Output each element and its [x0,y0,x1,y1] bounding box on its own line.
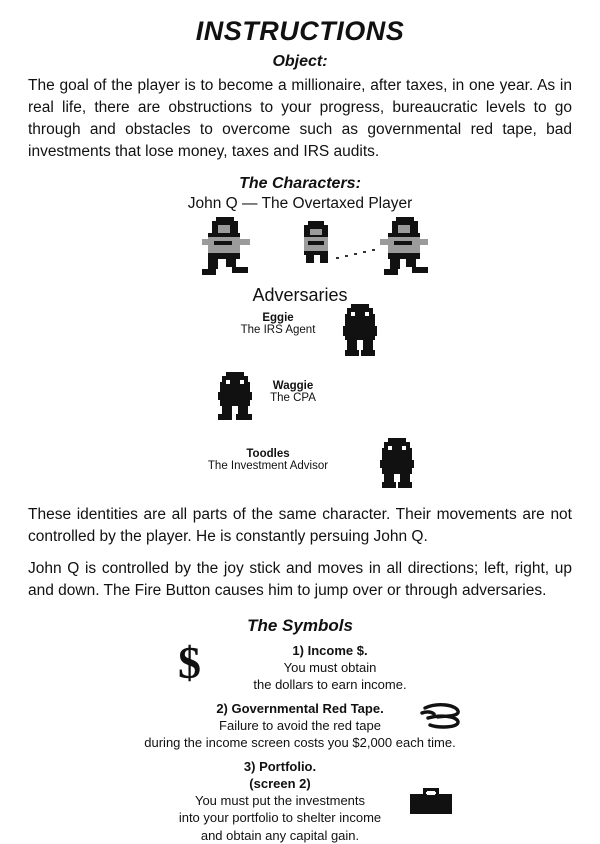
hero-label: John Q — The Overtaxed Player [187,195,413,212]
symbol-income [28,637,572,698]
page-title: INSTRUCTIONS [195,16,405,46]
symbol-title [110,642,550,659]
motion-trail-dots [336,247,384,263]
symbol-detail-line: the dollars to earn income. [253,677,407,693]
eggie-sprite [343,304,377,356]
symbol-red-tape [28,700,572,756]
adversaries-heading: Adversaries [252,285,348,305]
symbol-number: 1) [292,643,304,658]
symbol-title [60,758,500,775]
symbol-detail-line: during the income screen costs you $2,000 each time. [144,735,456,751]
john-q-sprite-left [200,217,256,275]
john-q-sprite-right [380,217,436,275]
symbol-detail-line: Failure to avoid the red tape [219,718,381,734]
adversary-name: Waggie [272,380,314,392]
note-paragraph-1: These identities are all parts of the same character. Their movements are not controlled by the player. He is constantly persuing John Q. [28,506,572,545]
symbol-number: 2) [216,701,228,716]
symbol-name: Portfolio. [259,759,317,774]
adversary-waggie [28,366,572,422]
symbol-screen-note: (screen 2) [249,776,311,792]
john-q-sprite-middle [300,221,334,263]
john-q-sprite-row [28,217,572,279]
adversary-eggie [28,310,572,366]
adversary-role: The IRS Agent [240,324,316,336]
note-paragraph-2: John Q is controlled by the joy stick and moves in all directions; left, right, up and down. The Fire Button causes him to jump over or through adversaries. [28,560,572,599]
toodles-sprite [380,438,414,488]
symbol-detail-line: into your portfolio to shelter income [178,810,382,826]
symbol-detail-line: You must obtain [283,660,377,676]
symbol-detail-line: and obtain any capital gain. [200,827,360,843]
adversary-name: Toodles [246,448,290,460]
red-tape-icon [418,702,464,734]
characters-heading: The Characters: [239,175,361,192]
adversary-name: Eggie [262,312,294,324]
symbol-portfolio [28,758,572,843]
object-paragraph: The goal of the player is to become a millionaire, after taxes, in one year. As in real life, there are obstructions to your progress, bureaucratic levels to go through and obstacles to overcome such as governmental red tape, bad investments that lose money, taxes and IRS audits. [28,77,572,160]
adversary-role: The CPA [270,392,316,404]
symbol-name: Governmental Red Tape. [231,701,384,716]
briefcase-icon [408,786,454,818]
adversary-toodles [28,422,572,478]
object-heading: Object: [272,53,328,70]
adversary-role: The Investment Advisor [207,460,329,472]
symbol-detail-line: You must put the investments [194,793,366,809]
symbols-heading: The Symbols [247,616,353,635]
waggie-sprite [218,372,252,420]
symbol-name: Income $. [307,643,368,658]
dollar-sign-icon: $ [178,637,201,688]
symbol-number: 3) [243,759,256,774]
